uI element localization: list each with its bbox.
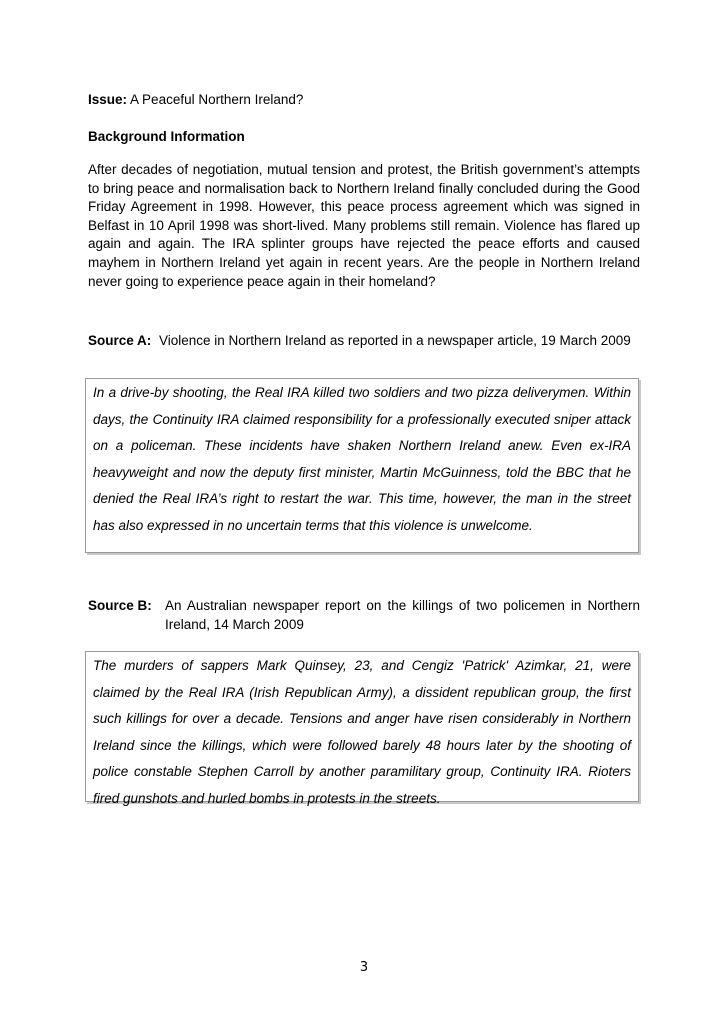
- source-a-heading: [88, 332, 640, 351]
- background-heading: Background Information: [88, 129, 245, 144]
- source-a-label: Source A:: [88, 333, 152, 348]
- source-a-quote-box: In a drive-by shooting, the Real IRA killed two soldiers and two pizza deliverymen. Within days, the Continuity IRA claimed responsibility for a professionally executed sniper attack on a policeman. These incidents have shaken Northern Ireland anew. Even ex-IRA heavyweight and now the deputy first minister, Martin McGuinness, told the BBC that he denied the Real IRA’s right to restart the war. This time, however, the man in the street has also expressed in no uncertain terms that this violence is unwelcome.: [85, 378, 639, 553]
- issue-label: Issue:: [88, 92, 128, 107]
- source-b-quote-box: The murders of sappers Mark Quinsey, 23, and Cengiz 'Patrick' Azimkar, 21, were claimed by the Real IRA (Irish Republican Army), a dissident republican group, the first such killings for over a decade. Tensions and anger have risen considerably in Northern Ireland since the killings, which were followed barely 48 hours later by the shooting of police constable Stephen Carroll by another paramilitary group, Continuity IRA. Rioters fired gunshots and hurled bombs in protests in the streets.: [85, 651, 639, 802]
- source-b-label: Source B:: [88, 598, 152, 613]
- issue-text: A Peaceful Northern Ireland?: [130, 92, 304, 107]
- source-b-heading: [88, 597, 640, 634]
- background-paragraph: After decades of negotiation, mutual tension and protest, the British government’s attempts to bring peace and normalisation back to Northern Ireland finally concluded during the Good Friday Agreement in 1998. However, this peace process agreement which was signed in Belfast in 10 April 1998 was short-lived. Many problems still remain. Violence has flared up again and again. The IRA splinter groups have rejected the peace efforts and caused mayhem in Northern Ireland yet again in recent years. Are the people in Northern Ireland never going to experience peace again in their homeland?: [88, 162, 640, 289]
- source-b-description: An Australian newspaper report on the killings of two policemen in Northern Ireland, 14 March 2009: [165, 598, 640, 632]
- page-number: 3: [359, 960, 369, 975]
- issue-line: [88, 92, 303, 107]
- source-a-description: Violence in Northern Ireland as reported in a newspaper article, 19 March 2009: [159, 333, 631, 348]
